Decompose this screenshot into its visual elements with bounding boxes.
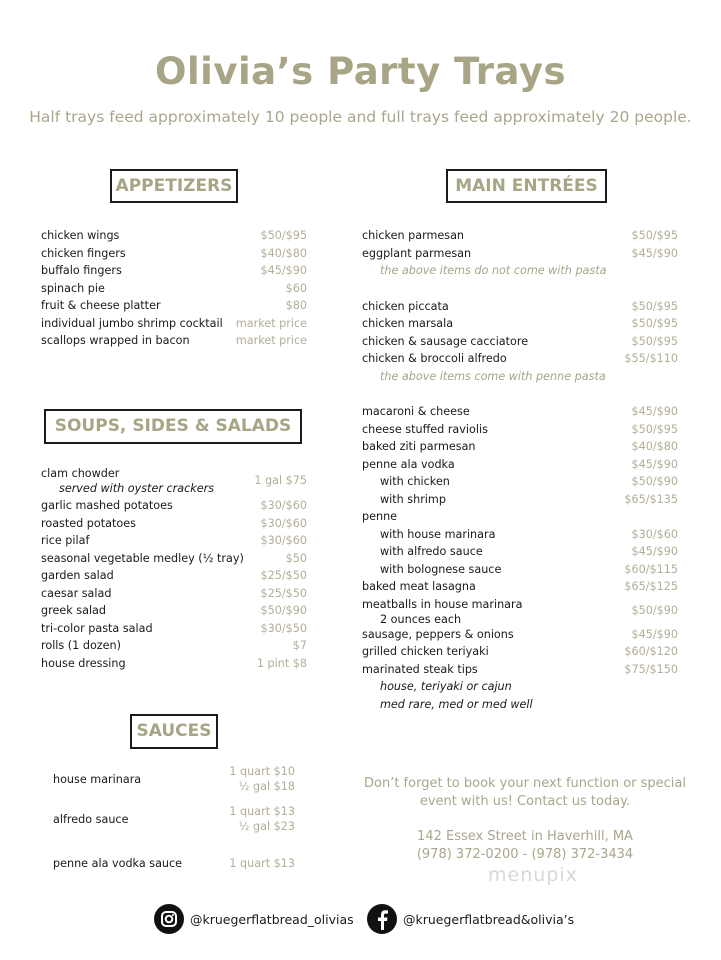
soups-sides-salads-heading: SOUPS, SIDES & SALADS bbox=[44, 409, 302, 444]
facebook-icon bbox=[367, 904, 397, 934]
sauce-item: alfredo sauce 1 quart $13 ½ gal $23 bbox=[53, 805, 295, 833]
main-entrees-heading: MAIN ENTRÉES bbox=[446, 169, 607, 203]
booking-promo bbox=[350, 775, 700, 811]
menu-item: chicken & broccoli alfredo $55/$110 bbox=[362, 352, 678, 365]
sauce-item: house marinara 1 quart $10 ½ gal $18 bbox=[53, 765, 295, 793]
menu-item: tri-color pasta salad $30/$50 bbox=[41, 621, 307, 635]
menu-item: penne ala vodka $45/$90 bbox=[362, 457, 678, 471]
menu-item: sausage, peppers & onions $45/$90 bbox=[362, 627, 678, 641]
menu-note: house, teriyaki or cajun bbox=[380, 680, 512, 693]
promo-line-2: event with us! Contact us today. bbox=[419, 794, 631, 809]
page-subtitle: Half trays feed approximately 10 people and full trays feed approximately 20 people. bbox=[29, 108, 692, 126]
menu-item: rolls (1 dozen) $7 bbox=[41, 639, 307, 652]
sauce-item: penne ala vodka sauce 1 quart $13 bbox=[53, 856, 295, 870]
menu-item: scallops wrapped in bacon market price bbox=[41, 334, 307, 347]
menu-item: garlic mashed potatoes $30/$60 bbox=[41, 499, 307, 512]
menu-item: penne bbox=[362, 510, 398, 523]
menu-item: chicken marsala $50/$95 bbox=[362, 317, 678, 330]
appetizers-heading: APPETIZERS bbox=[110, 169, 238, 203]
menu-item: grilled chicken teriyaki $60/$120 bbox=[362, 645, 678, 658]
menu-item: with bolognese sauce $60/$115 bbox=[380, 562, 678, 576]
menu-item: rice pilaf $30/$60 bbox=[41, 534, 307, 547]
menu-item: garden salad $25/$50 bbox=[41, 569, 307, 582]
menu-item: with house marinara $30/$60 bbox=[380, 527, 678, 541]
appetizers-list bbox=[41, 227, 307, 350]
facebook-handle[interactable] bbox=[367, 904, 574, 934]
menu-item: with shrimp $65/$135 bbox=[380, 492, 678, 506]
menu-item: seasonal vegetable medley (½ tray) $50 bbox=[41, 551, 307, 565]
instagram-icon bbox=[154, 904, 184, 934]
menu-item: chicken parmesan $50/$95 bbox=[362, 229, 678, 242]
facebook-handle-text: @kruegerflatbread&olivia’s bbox=[403, 911, 575, 927]
menu-item: meatballs in house marinara 2 ounces each $50/$90 bbox=[362, 597, 678, 626]
menu-item: greek salad $50/$90 bbox=[41, 604, 307, 617]
contact-info bbox=[350, 828, 700, 864]
menu-note: the above items come with penne pasta bbox=[380, 369, 606, 383]
sauces-heading: SAUCES bbox=[130, 714, 218, 749]
menu-item: fruit & cheese platter $80 bbox=[41, 299, 307, 312]
menu-item: chicken fingers $40/$80 bbox=[41, 246, 307, 260]
menu-item: chicken piccata $50/$95 bbox=[362, 299, 678, 313]
sauces-list bbox=[53, 757, 295, 885]
menu-item: roasted potatoes $30/$60 bbox=[41, 516, 307, 530]
menu-item: caesar salad $25/$50 bbox=[41, 586, 307, 600]
menu-item: clam chowder served with oyster crackers 1 gal $75 bbox=[41, 467, 307, 495]
menu-item: chicken wings $50/$95 bbox=[41, 229, 307, 242]
menu-item: with alfredo sauce $45/$90 bbox=[380, 545, 678, 558]
menu-item: spinach pie $60 bbox=[41, 281, 307, 295]
menu-item: with chicken $50/$90 bbox=[380, 475, 678, 488]
soups-sides-salads-list bbox=[41, 465, 307, 672]
instagram-handle-text: @kruegerflatbread_olivias bbox=[190, 911, 354, 927]
menu-note: the above items do not come with pasta bbox=[380, 264, 607, 277]
menu-item: baked ziti parmesan $40/$80 bbox=[362, 440, 678, 453]
menu-item: house dressing 1 pint $8 bbox=[41, 656, 307, 670]
menu-item: macaroni & cheese $45/$90 bbox=[362, 405, 678, 418]
promo-line-1: Don’t forget to book your next function or special bbox=[363, 776, 687, 791]
main-entrees-list bbox=[362, 227, 678, 713]
watermark: menupix bbox=[488, 864, 578, 886]
address: 142 Essex Street in Haverhill, MA bbox=[417, 829, 633, 844]
menu-item: cheese stuffed raviolis $50/$95 bbox=[362, 422, 678, 436]
menu-item: baked meat lasagna $65/$125 bbox=[362, 580, 678, 593]
menu-note: med rare, med or med well bbox=[380, 697, 533, 711]
menu-item: marinated steak tips $75/$150 bbox=[362, 662, 678, 676]
phone-numbers: (978) 372-0200 - (978) 372-3434 bbox=[416, 847, 634, 862]
menu-item: eggplant parmesan $45/$90 bbox=[362, 246, 678, 260]
menu-item: individual jumbo shrimp cocktail market price bbox=[41, 316, 307, 330]
page-title: Olivia’s Party Trays bbox=[155, 50, 566, 93]
menu-item: chicken & sausage cacciatore $50/$95 bbox=[362, 334, 678, 348]
instagram-handle[interactable] bbox=[154, 904, 354, 934]
menu-item: buffalo fingers $45/$90 bbox=[41, 264, 307, 277]
